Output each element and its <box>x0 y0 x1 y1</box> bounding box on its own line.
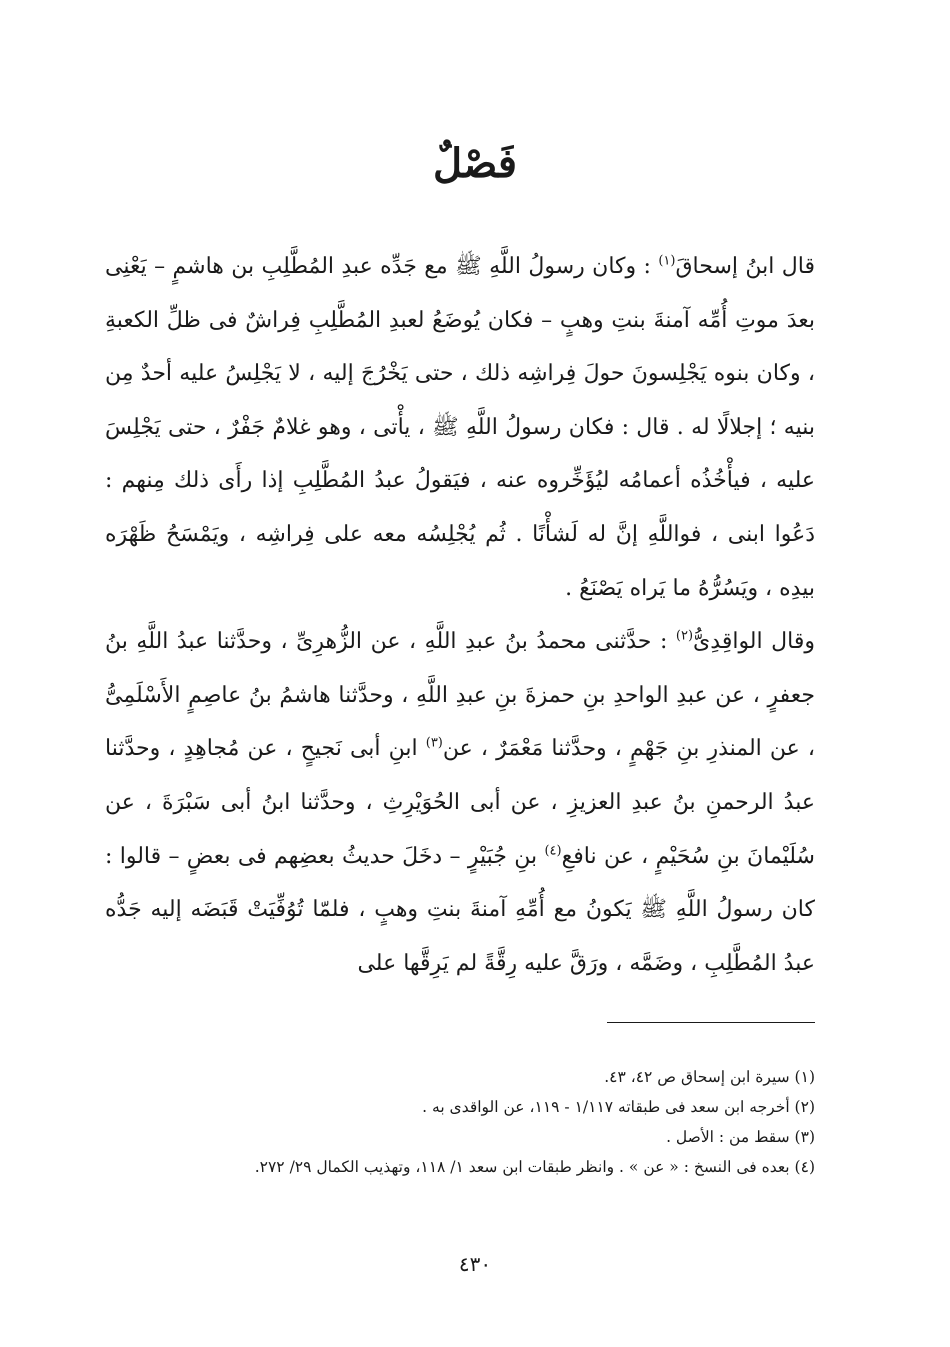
footnote-2: (٢) أخرجه ابن سعد فى طبقاته ١/١١٧ - ١١٩، عن الواقدى به . <box>422 1098 815 1116</box>
paragraph-2-text-c: ابنِ أبى نَجيحٍ ، عن مُجاهِدٍ ، وحدَّثنا عبدُ الرحمنِ بنُ عبدِ العزيزِ ، عن أبى الحُوَيْرِثِ ، وحدَّثنا ابنُ أبى سَبْرَةَ ، عن سُلَيْمانَ بنِ سُحَيْمٍ ، عن نافعِ <box>105 736 815 869</box>
paragraph-1-text-a: قال ابنُ إسحاقَ <box>675 254 815 279</box>
footnote-ref-4: (٤) <box>544 843 562 859</box>
footnote-ref-1: (١) <box>658 253 676 269</box>
footnote-ref-2: (٢) <box>675 628 694 644</box>
footnote-4: (٤) بعده فى النسخ : « عن » . وانظر طبقات ابن سعد ١/ ١١٨، وتهذيب الكمال ٢٩/ ٢٧٢. <box>254 1158 815 1176</box>
paragraph-2 <box>105 615 815 990</box>
footnote-divider <box>607 1022 815 1023</box>
footnote-3: (٣) سقط من : الأصل . <box>666 1128 815 1146</box>
footnote-ref-3: (٣) <box>425 736 443 752</box>
chapter-title: فَصْلٌ <box>432 140 518 187</box>
main-text <box>105 240 815 990</box>
paragraph-1-text-b: : وكان رسولُ اللَّهِ ﷺ مع جَدِّه عبدِ المُطَّلِبِ بن هاشمٍ – يَعْنِى بعدَ موتِ أُمِّه آمنةَ بنتِ وهبٍ – فكان يُوضَعُ لعبدِ المُطَّلِبِ فِراشٌ فى ظلِّ الكعبةِ ، وكان بنوه يَجْلِسونَ حولَ فِراشِه ذلك ، حتى يَخْرُجَ إليه ، لا يَجْلِسُ عليه أحدٌ مِن بنيه ؛ إجلالًا له . قال : فكان رسولُ اللَّهِ ﷺ ، يأْتى ، وهو غلامٌ جَفْرٌ ، حتى يَجْلِسَ عليه ، فيأْخُذُه أعمامُه ليُؤَخِّروه عنه ، فيَقولُ عبدُ المُطَّلِبِ إذا رأَى ذلك مِنهم : دَعُوا ابنى ، فواللَّهِ إنَّ له لَشأْنًا . ثُم يُجْلِسُه معه على فِراشِه ، ويَمْسَحُ ظَهْرَه بيدِه ، ويَسُرُّهُ ما يَراه يَصْنَعُ . <box>105 254 815 601</box>
paragraph-2-text-a: وقال الواقِدِىُّ <box>693 629 815 655</box>
page-number: ٤٣٠ <box>458 1252 492 1276</box>
footnote-1: (١) سيرة ابن إسحاق ص ٤٢، ٤٣. <box>604 1068 815 1086</box>
paragraph-2-text-b: : حدَّثنى محمدُ بنُ عبدِ اللَّهِ ، عن الزُّهرِىِّ ، وحدَّثنا عبدُ اللَّهِ بنُ جعفرٍ ، عن عبدِ الواحدِ بنِ حمزةَ بنِ عبدِ اللَّهِ ، وحدَّثنا هاشمُ بنُ عاصِمٍ الأَسْلَمِىُّ ، عن المنذرِ بنِ جَهْمٍ ، وحدَّثنا مَعْمَرٌ ، عن <box>105 629 815 762</box>
paragraph-2-text-d: بنِ جُبَيْرٍ – دخَلَ حديثُ بعضِهم فى بعضٍ – قالوا : كان رسولُ اللَّهِ ﷺ يَكونُ مع أُمِّهِ آمنةَ بنتِ وهبٍ ، فلمّا تُوُفِّيَتْ قَبَضَه إليه جَدُّه عبدُ المُطَّلِبِ ، وضَمَّه ، ورَقَّ عليه رِقَّةً لم يَرِقَّها على <box>105 843 815 976</box>
footnotes <box>105 1062 815 1182</box>
paragraph-1 <box>105 240 815 615</box>
